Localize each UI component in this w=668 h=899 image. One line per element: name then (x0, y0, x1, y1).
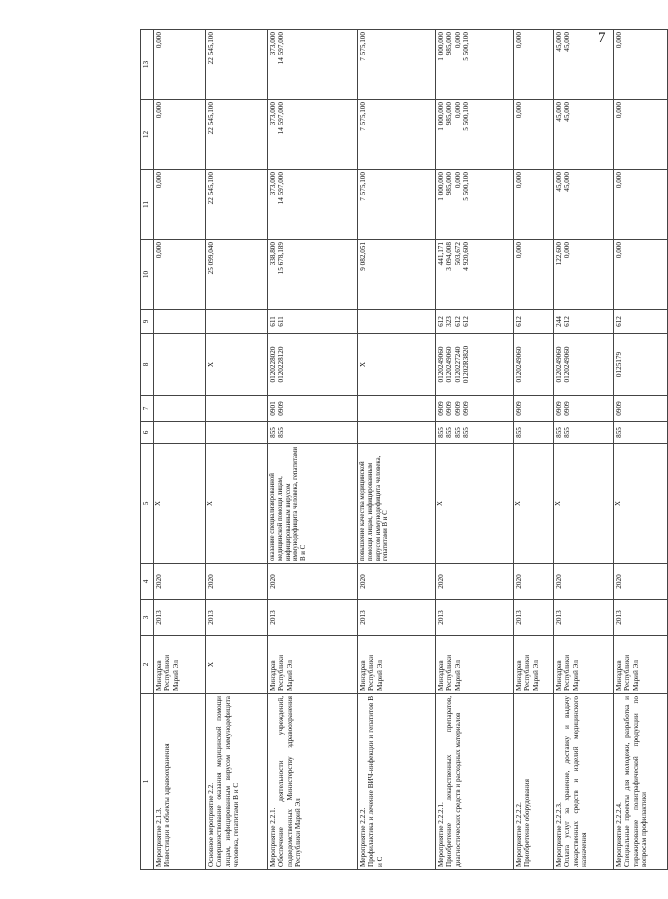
measure-name: Мероприятие 2.2.2.4. Специальные проекты для молодежи, разработка и тиражирование полиграфической продукции по вопросам профилактики (614, 694, 668, 870)
measure-name: Мероприятие 2.2.2.2. Приобретение оборудования (514, 694, 554, 870)
amount-col-10: 441,171 3 094,008 503,672 4 920,600 (436, 240, 514, 310)
start-year: 2013 (358, 600, 436, 636)
target-item-code: X (358, 334, 436, 396)
grbs-code: 855 855 855 855 (436, 422, 514, 444)
table-row (514, 30, 554, 870)
target-item-code: 0120249060 0120249060 (554, 334, 614, 396)
expense-type-code: 244 612 (554, 310, 614, 334)
table-row (614, 30, 668, 870)
expense-type-code: 612 323 612 612 (436, 310, 514, 334)
grbs-code: 855 (614, 422, 668, 444)
expected-result: X (206, 444, 268, 564)
expected-result: X (554, 444, 614, 564)
column-number-5: 5 (141, 444, 154, 564)
grbs-code: 855 (514, 422, 554, 444)
end-year: 2020 (614, 564, 668, 600)
amount-col-13: 1 000,000 985,000 0,000 5 500,100 (436, 30, 514, 100)
measure-name: Мероприятие 2.1.3. Инвестиции в объекты здравоохранения (154, 694, 206, 870)
table-row (554, 30, 614, 870)
column-number-6: 6 (141, 422, 154, 444)
column-number-8: 8 (141, 334, 154, 396)
amount-col-13: 45,000 45,000 (554, 30, 614, 100)
header-row (141, 30, 154, 870)
page-number: 7 (598, 30, 606, 46)
responsible-executor: Минздрав Республики Марий Эл (436, 636, 514, 694)
amount-col-11: 45,000 45,000 (554, 170, 614, 240)
start-year: 2013 (514, 600, 554, 636)
end-year: 2020 (358, 564, 436, 600)
expense-type-code: 612 (514, 310, 554, 334)
expense-type-code (358, 310, 436, 334)
responsible-executor: Минздрав Республики Марий Эл (614, 636, 668, 694)
expected-result: повышение качества медицинской помощи лицам, инфицированным вирусом иммунодефицита человека, гепатитами B и C (358, 444, 436, 564)
amount-col-11: 0,000 (614, 170, 668, 240)
end-year: 2020 (514, 564, 554, 600)
end-year: 2020 (436, 564, 514, 600)
measure-name: Основное мероприятие 2.2. Совершенствование оказания медицинской помощи лицам, инфицированным вирусом иммунодефицита человека, гепатитами B и C (206, 694, 268, 870)
grbs-code (358, 422, 436, 444)
amount-col-13: 7 575,100 (358, 30, 436, 100)
responsible-executor: Минздрав Республики Марий Эл (554, 636, 614, 694)
end-year: 2020 (554, 564, 614, 600)
column-number-1: 1 (141, 694, 154, 870)
amount-col-12: 0,000 (514, 100, 554, 170)
target-item-code: 0120249060 0120249060 0120227240 01202R3820 (436, 334, 514, 396)
expected-result: оказание специализированной медицинской помощи лицам, инфицированным вирусом иммунодефицита человека, гепатитами B и C (268, 444, 358, 564)
column-number-12: 12 (141, 100, 154, 170)
start-year: 2013 (554, 600, 614, 636)
amount-col-12: 7 575,100 (358, 100, 436, 170)
grbs-code: 855 855 (268, 422, 358, 444)
amount-col-12: 22 545,100 (206, 100, 268, 170)
measure-name: Мероприятие 2.2.2.1. Приобретение лекарственных препаратов, диагностических средств и расходных материалов (436, 694, 514, 870)
amount-col-13: 22 545,100 (206, 30, 268, 100)
amount-col-13: 0,000 (154, 30, 206, 100)
expense-type-code (206, 310, 268, 334)
amount-col-11: 0,000 (154, 170, 206, 240)
column-number-13: 13 (141, 30, 154, 100)
measure-name: Мероприятие 2.2.1. Обеспечение деятельности учреждений, подведомственных Министерству здравоохранения Республики Марий Эл (268, 694, 358, 870)
amount-col-10: 9 082,051 (358, 240, 436, 310)
amount-col-11: 1 000,000 985,000 0,000 5 500,100 (436, 170, 514, 240)
responsible-executor: Минздрав Республики Марий Эл (514, 636, 554, 694)
amount-col-12: 373,000 14 597,000 (268, 100, 358, 170)
section-code: 0901 0909 (268, 396, 358, 422)
target-item-code: X (206, 334, 268, 396)
program-measures-table (140, 29, 668, 870)
amount-col-13: 0,000 (614, 30, 668, 100)
table-row (358, 30, 436, 870)
column-number-9: 9 (141, 310, 154, 334)
column-number-4: 4 (141, 564, 154, 600)
amount-col-12: 45,000 45,000 (554, 100, 614, 170)
column-number-3: 3 (141, 600, 154, 636)
section-code: 0909 0909 0909 0909 (436, 396, 514, 422)
end-year: 2020 (154, 564, 206, 600)
start-year: 2013 (268, 600, 358, 636)
column-number-7: 7 (141, 396, 154, 422)
amount-col-12: 0,000 (154, 100, 206, 170)
column-number-11: 11 (141, 170, 154, 240)
amount-col-10: 0,000 (154, 240, 206, 310)
section-code: 0909 (514, 396, 554, 422)
start-year: 2013 (614, 600, 668, 636)
amount-col-10: 25 099,040 (206, 240, 268, 310)
section-code: 0909 (614, 396, 668, 422)
grbs-code: 855 855 (554, 422, 614, 444)
start-year: 2013 (206, 600, 268, 636)
end-year: 2020 (268, 564, 358, 600)
table-row (154, 30, 206, 870)
amount-col-11: 373,000 14 597,000 (268, 170, 358, 240)
amount-col-12: 0,000 (614, 100, 668, 170)
column-number-10: 10 (141, 240, 154, 310)
expense-type-code (154, 310, 206, 334)
grbs-code (154, 422, 206, 444)
expected-result: X (154, 444, 206, 564)
start-year: 2013 (154, 600, 206, 636)
column-number-2: 2 (141, 636, 154, 694)
amount-col-10: 0,000 (614, 240, 668, 310)
amount-col-10: 0,000 (514, 240, 554, 310)
table-row (436, 30, 514, 870)
measure-name: Мероприятие 2.2.2. Профилактика и лечение ВИЧ-инфекции и гепатитов B и C (358, 694, 436, 870)
target-item-code: 0120249060 (514, 334, 554, 396)
responsible-executor: Минздрав Республики Марий Эл (154, 636, 206, 694)
amount-col-11: 22 545,100 (206, 170, 268, 240)
section-code (206, 396, 268, 422)
section-code (358, 396, 436, 422)
measure-name: Мероприятие 2.2.2.3. Оплата услуг за хранение, доставку и выдачу лекарственных средств и изделий медицинского назначения (554, 694, 614, 870)
target-item-code (154, 334, 206, 396)
expense-type-code: 611 611 (268, 310, 358, 334)
start-year: 2013 (436, 600, 514, 636)
target-item-code: 0125179 (614, 334, 668, 396)
expense-type-code: 612 (614, 310, 668, 334)
section-code (154, 396, 206, 422)
responsible-executor: Минздрав Республики Марий Эл (268, 636, 358, 694)
table-row (268, 30, 358, 870)
amount-col-13: 373,000 14 597,000 (268, 30, 358, 100)
rotated-table-container (140, 30, 648, 870)
target-item-code: 0120228020 0120228120 (268, 334, 358, 396)
amount-col-10: 122,600 0,000 (554, 240, 614, 310)
amount-col-10: 338,800 15 678,189 (268, 240, 358, 310)
end-year: 2020 (206, 564, 268, 600)
responsible-executor: X (206, 636, 268, 694)
responsible-executor: Минздрав Республики Марий Эл (358, 636, 436, 694)
section-code: 0909 0909 (554, 396, 614, 422)
grbs-code (206, 422, 268, 444)
amount-col-11: 0,000 (514, 170, 554, 240)
amount-col-11: 7 575,100 (358, 170, 436, 240)
amount-col-13: 0,000 (514, 30, 554, 100)
expected-result: X (614, 444, 668, 564)
amount-col-12: 1 000,000 985,000 0,000 5 500,100 (436, 100, 514, 170)
expected-result: X (436, 444, 514, 564)
expected-result: X (514, 444, 554, 564)
table-row (206, 30, 268, 870)
